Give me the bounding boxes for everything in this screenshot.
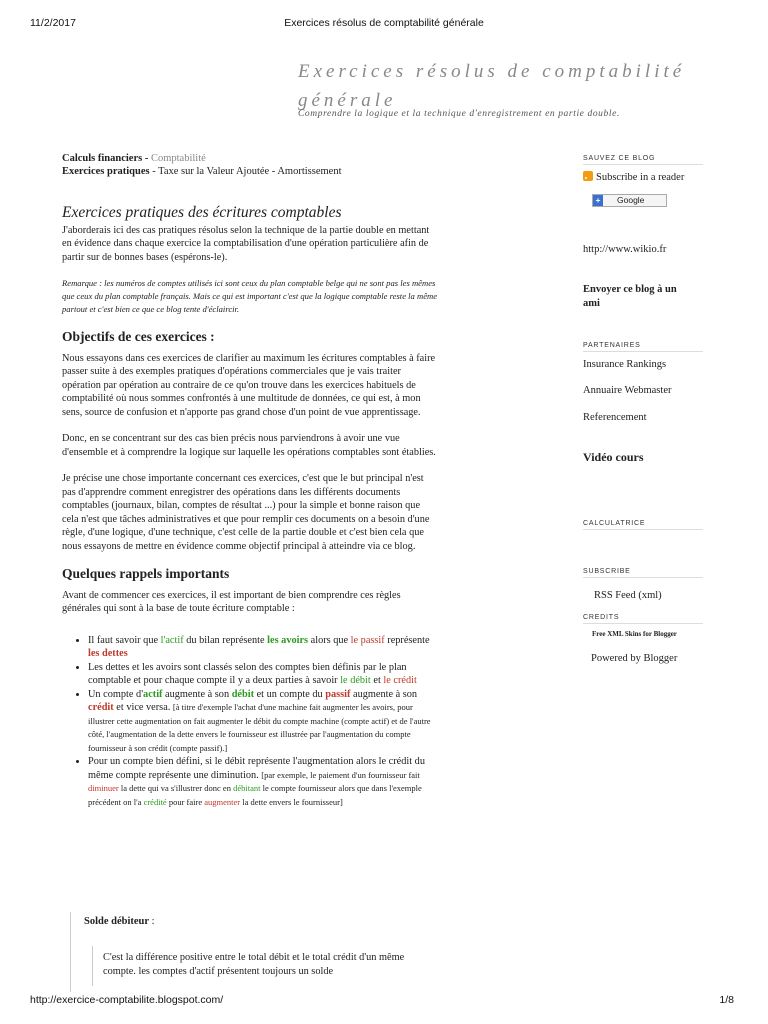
nav-exercices-pratiques[interactable]: Exercices pratiques xyxy=(62,166,150,177)
print-title: Exercices résolus de comptabilité générale xyxy=(284,17,484,29)
objectifs-paragraph-3: Je précise une chose importante concernant ces exercices, c'est que le but principal n'est pas d'apprendre comment enregistrer des opérations dans les différents documents comptables (journaux, bilan, comptes de résultat ...) pour la simple et bonne raison que cela n'est que tâches administratives et que pour remplir ces documents on a besoin d'une règle, d'une logique, d'une technique, c'est celle de la partie double et c'est bien cela que nous essayons de mettre en évidence comme objectif principal à atteindre via ce blog. xyxy=(62,473,430,552)
credits-link[interactable]: Free XML Skins for Blogger xyxy=(592,630,677,638)
sidebar-heading-subscribe: SUBSCRIBE xyxy=(583,568,703,578)
rules-list xyxy=(62,634,439,810)
nav-other-links[interactable]: - Taxe sur la Valeur Ajoutée - Amortissement xyxy=(149,166,342,177)
intro-paragraph: J'aborderais ici des cas pratiques résolus selon la technique de la partie double en mettant en évidence dans chaque exercice la comptabilisation d'une opération particulière afin de partir sur de bonnes bases (espérons-le). xyxy=(62,224,430,263)
list-item: • Pour un compte bien défini, si le débit représente l'augmentation alors le crédit du même compte représente une diminution. [par exemple, le paiement d'un fournisseur fait diminuer la dette qui va s'illustrer donc en débitant le compte fournisseur alors que dans l'exemple précédent on l'a crédité pour faire augmenter la dette envers le fournisseur] xyxy=(88,755,439,809)
nav-calculs-financiers[interactable]: Calculs financiers xyxy=(62,153,143,164)
remark-paragraph: Remarque : les numéros de comptes utilisés ici sont ceux du plan comptable belge qui ne sont pas les mêmes que ceux du plan comptable français. Mais ce qui est important c'est que la logique comptable reste la même partout et c'est bien ce que ce blog tente d'éclaircir. xyxy=(62,278,438,314)
print-page-number: 1/8 xyxy=(719,994,734,1006)
partner-link-insurance[interactable]: Insurance Rankings xyxy=(583,359,667,370)
wikio-link[interactable]: http://www.wikio.fr xyxy=(583,244,667,255)
breadcrumb xyxy=(62,152,439,178)
nav-separator: - xyxy=(142,153,151,164)
sidebar-heading-sauvez: SAUVEZ CE BLOG xyxy=(583,155,703,165)
solde-definition-blockquote xyxy=(92,946,423,986)
video-cours-heading[interactable]: Vidéo cours xyxy=(583,450,644,464)
list-item: • Les dettes et les avoirs sont classés selon des comptes bien définis par le plan comptable et pour chaque compte il y a deux parties à savoir le débit et le crédit xyxy=(88,661,439,688)
post-title[interactable]: Exercices pratiques des écritures comptables xyxy=(62,204,342,221)
solde-label: Solde débiteur : xyxy=(84,916,155,927)
objectifs-paragraph-2: Donc, en se concentrant sur des cas bien précis nous parviendrons à avoir une vue d'ensemble et à comprendre la logique sur laquelle les opérations comptables sont établies. xyxy=(62,433,436,458)
heading-rappels: Quelques rappels importants xyxy=(62,566,230,581)
powered-by-blogger[interactable]: Powered by Blogger xyxy=(591,653,678,664)
blog-description: Comprendre la logique et la technique d'enregistrement en partie double. xyxy=(298,109,620,119)
plus-icon: + xyxy=(593,195,603,206)
nav-comptabilite[interactable]: Comptabilité xyxy=(150,153,206,164)
heading-objectifs: Objectifs de ces exercices : xyxy=(62,329,215,344)
solde-definition: C'est la différence positive entre le total débit et le total crédit d'un même compte. les comptes d'actif présentent toujours un solde xyxy=(103,952,405,977)
objectifs-paragraph-1: Nous essayons dans ces exercices de clarifier au maximum les écritures comptables à faire passer suite à des exemples pratiques d'opérations commerciales que je vais traiter opération par opération au contraire de ce qu'on trouve dans les exercices habituels de comptabilité où nous sommes confrontés à une multitude de données, ce qui est, à mon sens, source de confusion et n'apporte pas grand chose d'un point de vue apprentissage. xyxy=(62,352,436,418)
list-item: • Il faut savoir que l'actif du bilan représente les avoirs alors que le passif représente les dettes xyxy=(88,634,439,661)
send-blog-link[interactable]: Envoyer ce blog à un ami xyxy=(583,284,677,309)
sidebar-heading-calculatrice: CALCULATRICE xyxy=(583,520,703,530)
main-content xyxy=(62,152,439,809)
sidebar-heading-partenaires: PARTENAIRES xyxy=(583,342,703,352)
blog-title[interactable]: Exercices résolus de comptabilité générale xyxy=(298,61,686,111)
print-url: http://exercice-comptabilite.blogspot.com/ xyxy=(30,994,224,1006)
rss-icon xyxy=(583,171,593,181)
print-date: 11/2/2017 xyxy=(30,17,76,29)
sidebar-heading-credits: CREDITS xyxy=(583,614,703,624)
subscribe-reader-link[interactable]: Subscribe in a reader xyxy=(583,171,684,183)
google-add-button[interactable]: + Google xyxy=(592,194,667,207)
partner-link-annuaire[interactable]: Annuaire Webmaster xyxy=(583,385,672,396)
partner-link-referencement[interactable]: Referencement xyxy=(583,412,647,423)
list-item: • Un compte d'actif augmente à son débit et un compte du passif augmente à son crédit et vice versa. [à titre d'exemple l'achat d'une machine fait augmenter les avoirs, pour illustrer cette augmentation on fait augmenter le débit du compte machine (compte actif) et de l'autre côté, l'augmentation de la dette envers le fournisseur est illustrée par l'augmentation du compte fournisseur à son crédit (compte passif).] xyxy=(88,688,439,756)
rappels-paragraph: Avant de commencer ces exercices, il est important de bien comprendre ces règles générales qui sont à la base de toute écriture comptable : xyxy=(62,589,401,614)
rss-feed-link[interactable]: RSS Feed (xml) xyxy=(594,590,662,601)
